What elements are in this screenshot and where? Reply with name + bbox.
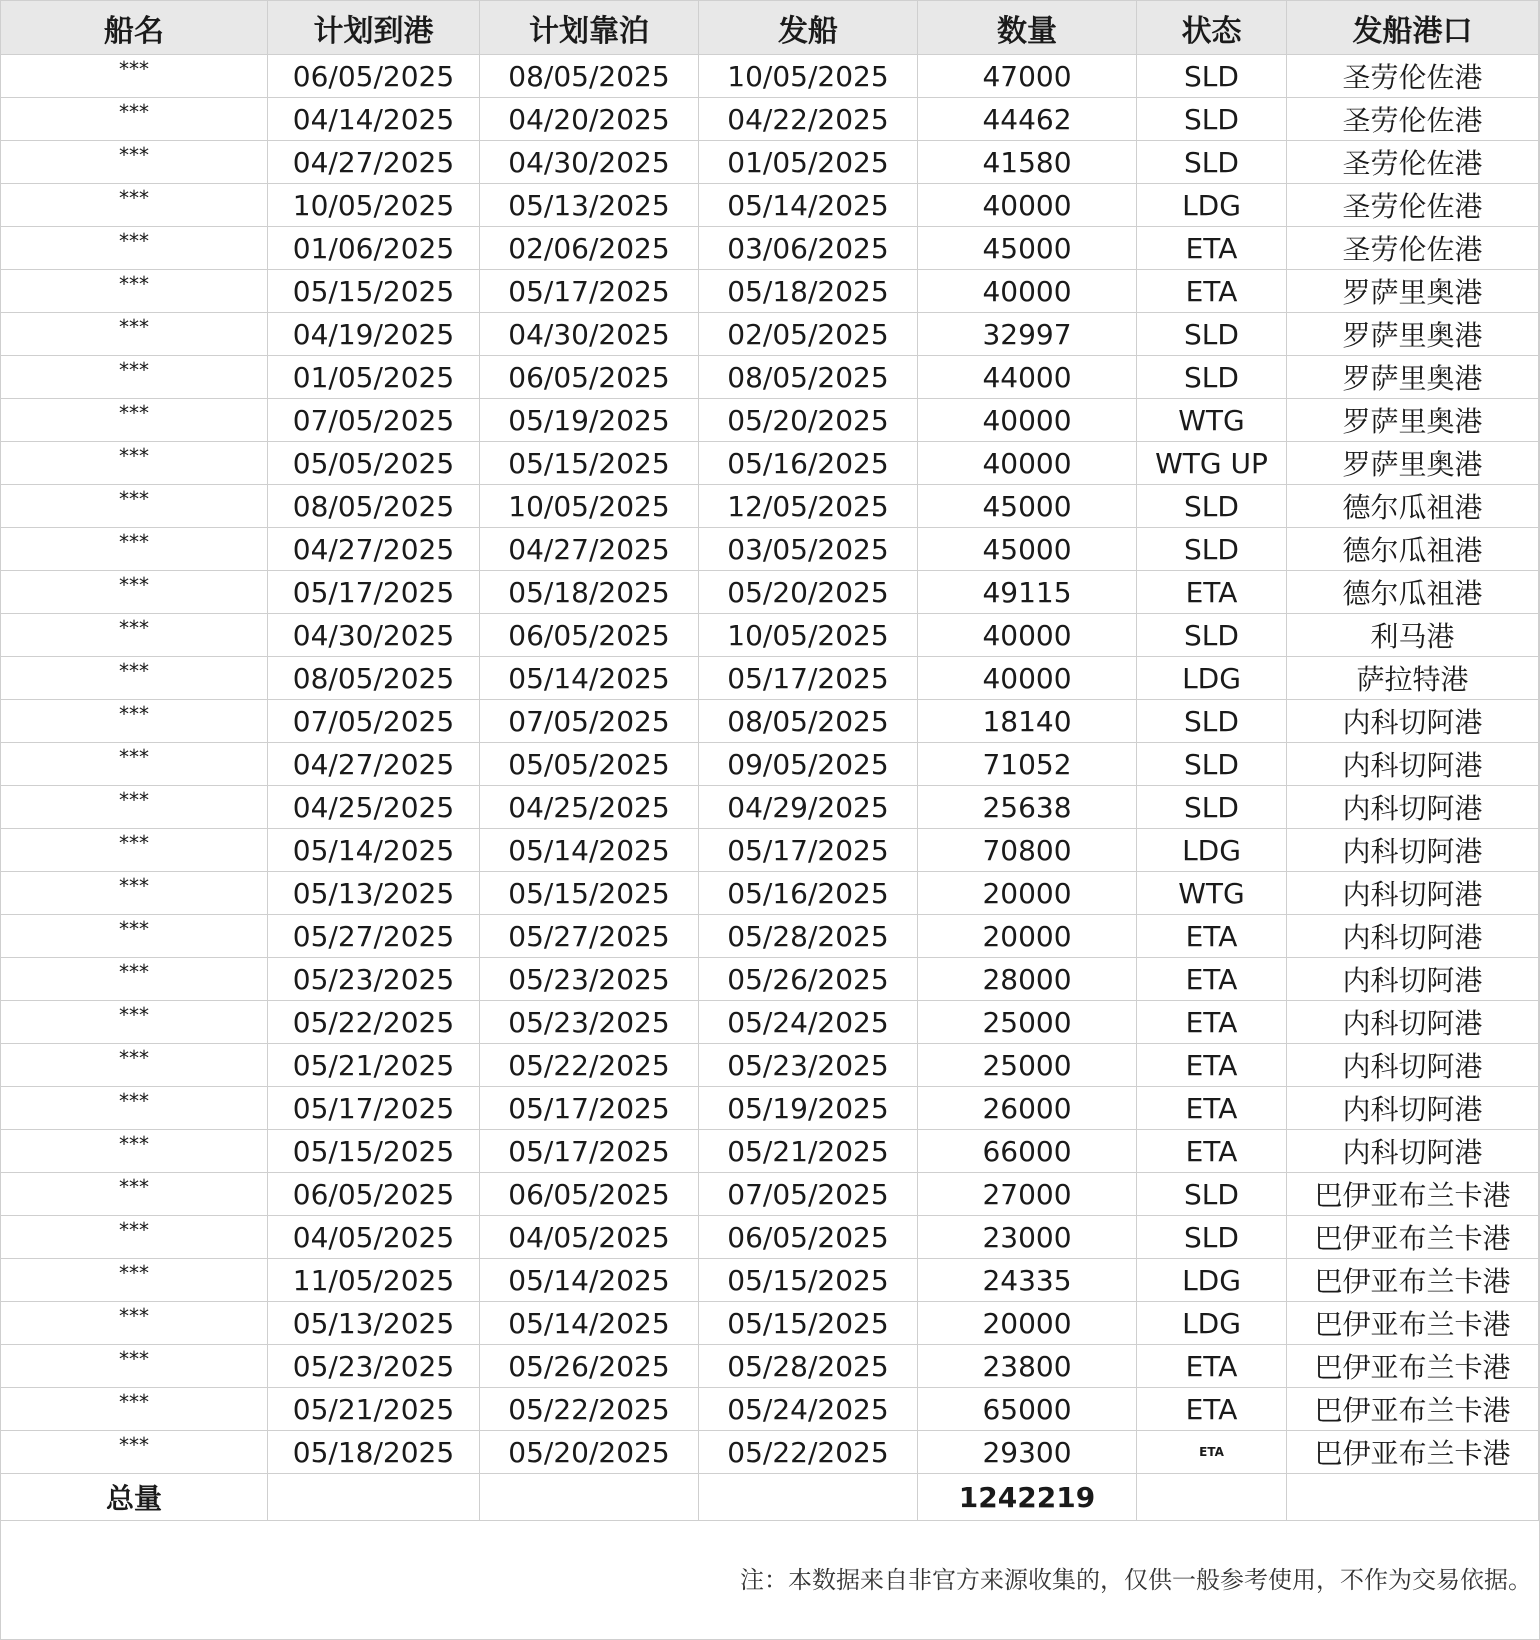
cell-ship: *** [1, 270, 268, 313]
cell-port: 利马港 [1287, 614, 1539, 657]
cell-sail: 05/28/2025 [699, 915, 918, 958]
cell-ship: *** [1, 141, 268, 184]
table-row [1, 1130, 1539, 1173]
total-label: 总量 [1, 1474, 268, 1521]
cell-port: 内科切阿港 [1287, 1130, 1539, 1173]
cell-qty: 23000 [918, 1216, 1137, 1259]
cell-sail: 05/16/2025 [699, 872, 918, 915]
table-row [1, 1431, 1539, 1474]
cell-qty: 40000 [918, 442, 1137, 485]
cell-status: LDG [1137, 657, 1287, 700]
cell-eta: 04/25/2025 [268, 786, 480, 829]
cell-port: 巴伊亚布兰卡港 [1287, 1173, 1539, 1216]
cell-qty: 25000 [918, 1044, 1137, 1087]
cell-qty: 40000 [918, 399, 1137, 442]
cell-port: 圣劳伦佐港 [1287, 98, 1539, 141]
cell-port: 罗萨里奥港 [1287, 270, 1539, 313]
cell-eta: 05/15/2025 [268, 270, 480, 313]
cell-eta: 05/21/2025 [268, 1388, 480, 1431]
cell-berth: 05/17/2025 [480, 1087, 699, 1130]
cell-berth: 05/23/2025 [480, 958, 699, 1001]
cell-port: 巴伊亚布兰卡港 [1287, 1216, 1539, 1259]
cell-qty: 24335 [918, 1259, 1137, 1302]
table-row [1, 356, 1539, 399]
cell-sail: 12/05/2025 [699, 485, 918, 528]
cell-status: SLD [1137, 614, 1287, 657]
cell-port: 巴伊亚布兰卡港 [1287, 1388, 1539, 1431]
table-row [1, 1302, 1539, 1345]
cell-qty: 40000 [918, 614, 1137, 657]
cell-eta: 07/05/2025 [268, 700, 480, 743]
cell-port: 内科切阿港 [1287, 872, 1539, 915]
total-empty [1287, 1474, 1539, 1521]
cell-ship: *** [1, 743, 268, 786]
table-row [1, 1087, 1539, 1130]
cell-status: SLD [1137, 743, 1287, 786]
cell-ship: *** [1, 1087, 268, 1130]
cell-berth: 05/13/2025 [480, 184, 699, 227]
cell-eta: 01/05/2025 [268, 356, 480, 399]
cell-status: ETA [1137, 1001, 1287, 1044]
total-qty: 1242219 [918, 1474, 1137, 1521]
cell-status: SLD [1137, 356, 1287, 399]
cell-qty: 23800 [918, 1345, 1137, 1388]
cell-ship: *** [1, 571, 268, 614]
table-row [1, 141, 1539, 184]
cell-status: ETA [1137, 571, 1287, 614]
table-row [1, 743, 1539, 786]
table-row [1, 657, 1539, 700]
table-row [1, 1345, 1539, 1388]
cell-sail: 02/05/2025 [699, 313, 918, 356]
cell-berth: 04/05/2025 [480, 1216, 699, 1259]
cell-sail: 08/05/2025 [699, 700, 918, 743]
cell-sail: 05/21/2025 [699, 1130, 918, 1173]
cell-sail: 05/19/2025 [699, 1087, 918, 1130]
cell-eta: 06/05/2025 [268, 1173, 480, 1216]
cell-qty: 20000 [918, 872, 1137, 915]
header-port: 发船港口 [1287, 1, 1539, 55]
cell-status: LDG [1137, 829, 1287, 872]
cell-sail: 10/05/2025 [699, 55, 918, 98]
cell-sail: 05/14/2025 [699, 184, 918, 227]
cell-sail: 08/05/2025 [699, 356, 918, 399]
cell-status: SLD [1137, 700, 1287, 743]
cell-status: ETA [1137, 1345, 1287, 1388]
cell-berth: 05/17/2025 [480, 1130, 699, 1173]
cell-berth: 05/14/2025 [480, 1259, 699, 1302]
cell-qty: 25638 [918, 786, 1137, 829]
cell-qty: 27000 [918, 1173, 1137, 1216]
cell-eta: 05/22/2025 [268, 1001, 480, 1044]
cell-ship: *** [1, 1431, 268, 1474]
cell-sail: 05/16/2025 [699, 442, 918, 485]
cell-ship: *** [1, 657, 268, 700]
cell-port: 罗萨里奥港 [1287, 399, 1539, 442]
table-row [1, 1173, 1539, 1216]
cell-ship: *** [1, 485, 268, 528]
cell-ship: *** [1, 1001, 268, 1044]
cell-ship: *** [1, 700, 268, 743]
cell-berth: 05/19/2025 [480, 399, 699, 442]
cell-port: 内科切阿港 [1287, 958, 1539, 1001]
cell-port: 圣劳伦佐港 [1287, 184, 1539, 227]
cell-qty: 45000 [918, 227, 1137, 270]
cell-eta: 04/27/2025 [268, 743, 480, 786]
cell-berth: 02/06/2025 [480, 227, 699, 270]
cell-berth: 05/20/2025 [480, 1431, 699, 1474]
cell-port: 内科切阿港 [1287, 743, 1539, 786]
table-row [1, 614, 1539, 657]
cell-sail: 05/18/2025 [699, 270, 918, 313]
cell-qty: 28000 [918, 958, 1137, 1001]
cell-status: SLD [1137, 1216, 1287, 1259]
cell-eta: 05/13/2025 [268, 1302, 480, 1345]
header-qty: 数量 [918, 1, 1137, 55]
cell-eta: 04/27/2025 [268, 528, 480, 571]
cell-qty: 18140 [918, 700, 1137, 743]
cell-eta: 06/05/2025 [268, 55, 480, 98]
cell-qty: 40000 [918, 657, 1137, 700]
total-empty [480, 1474, 699, 1521]
table-row [1, 1259, 1539, 1302]
cell-status: WTG [1137, 872, 1287, 915]
cell-port: 罗萨里奥港 [1287, 442, 1539, 485]
cell-berth: 05/17/2025 [480, 270, 699, 313]
cell-sail: 05/24/2025 [699, 1001, 918, 1044]
table-row [1, 55, 1539, 98]
cell-eta: 05/14/2025 [268, 829, 480, 872]
cell-qty: 47000 [918, 55, 1137, 98]
cell-eta: 05/23/2025 [268, 1345, 480, 1388]
cell-status: LDG [1137, 184, 1287, 227]
cell-eta: 05/17/2025 [268, 1087, 480, 1130]
table-row [1, 98, 1539, 141]
cell-port: 巴伊亚布兰卡港 [1287, 1345, 1539, 1388]
cell-port: 圣劳伦佐港 [1287, 227, 1539, 270]
cell-port: 德尔瓜祖港 [1287, 571, 1539, 614]
cell-qty: 70800 [918, 829, 1137, 872]
cell-status: WTG UP [1137, 442, 1287, 485]
cell-ship: *** [1, 399, 268, 442]
cell-berth: 04/30/2025 [480, 141, 699, 184]
total-empty [699, 1474, 918, 1521]
cell-eta: 08/05/2025 [268, 657, 480, 700]
cell-ship: *** [1, 1130, 268, 1173]
cell-sail: 05/17/2025 [699, 829, 918, 872]
cell-berth: 06/05/2025 [480, 614, 699, 657]
table-row [1, 1001, 1539, 1044]
cell-berth: 05/14/2025 [480, 657, 699, 700]
table-row [1, 829, 1539, 872]
cell-port: 巴伊亚布兰卡港 [1287, 1302, 1539, 1345]
cell-eta: 05/27/2025 [268, 915, 480, 958]
table-row [1, 485, 1539, 528]
cell-port: 德尔瓜祖港 [1287, 528, 1539, 571]
table-row [1, 786, 1539, 829]
cell-sail: 05/28/2025 [699, 1345, 918, 1388]
cell-qty: 49115 [918, 571, 1137, 614]
cell-eta: 05/05/2025 [268, 442, 480, 485]
cell-sail: 04/22/2025 [699, 98, 918, 141]
cell-status: SLD [1137, 786, 1287, 829]
cell-sail: 05/22/2025 [699, 1431, 918, 1474]
cell-berth: 05/26/2025 [480, 1345, 699, 1388]
cell-berth: 06/05/2025 [480, 356, 699, 399]
cell-status: ETA [1137, 1044, 1287, 1087]
cell-port: 圣劳伦佐港 [1287, 55, 1539, 98]
cell-berth: 05/23/2025 [480, 1001, 699, 1044]
cell-ship: *** [1, 872, 268, 915]
cell-port: 内科切阿港 [1287, 829, 1539, 872]
cell-ship: *** [1, 1259, 268, 1302]
cell-sail: 07/05/2025 [699, 1173, 918, 1216]
cell-status: LDG [1137, 1259, 1287, 1302]
cell-berth: 05/14/2025 [480, 1302, 699, 1345]
cell-eta: 04/27/2025 [268, 141, 480, 184]
cell-sail: 05/20/2025 [699, 571, 918, 614]
cell-ship: *** [1, 786, 268, 829]
cell-berth: 10/05/2025 [480, 485, 699, 528]
cell-status: SLD [1137, 98, 1287, 141]
cell-qty: 32997 [918, 313, 1137, 356]
table-row [1, 399, 1539, 442]
cell-berth: 08/05/2025 [480, 55, 699, 98]
cell-berth: 05/18/2025 [480, 571, 699, 614]
cell-ship: *** [1, 442, 268, 485]
cell-port: 萨拉特港 [1287, 657, 1539, 700]
cell-status: LDG [1137, 1302, 1287, 1345]
cell-eta: 04/14/2025 [268, 98, 480, 141]
cell-qty: 29300 [918, 1431, 1137, 1474]
header-sail: 发船 [699, 1, 918, 55]
cell-eta: 04/05/2025 [268, 1216, 480, 1259]
cell-sail: 05/20/2025 [699, 399, 918, 442]
cell-ship: *** [1, 184, 268, 227]
cell-sail: 06/05/2025 [699, 1216, 918, 1259]
table-row [1, 1216, 1539, 1259]
cell-eta: 05/21/2025 [268, 1044, 480, 1087]
cell-eta: 07/05/2025 [268, 399, 480, 442]
cell-status: SLD [1137, 528, 1287, 571]
cell-qty: 20000 [918, 1302, 1137, 1345]
cell-ship: *** [1, 614, 268, 657]
cell-port: 内科切阿港 [1287, 1087, 1539, 1130]
cell-sail: 01/05/2025 [699, 141, 918, 184]
cell-berth: 05/22/2025 [480, 1044, 699, 1087]
cell-ship: *** [1, 1345, 268, 1388]
cell-sail: 04/29/2025 [699, 786, 918, 829]
cell-sail: 05/15/2025 [699, 1302, 918, 1345]
header-ship: 船名 [1, 1, 268, 55]
total-row [1, 1474, 1539, 1521]
cell-port: 圣劳伦佐港 [1287, 141, 1539, 184]
cell-qty: 40000 [918, 270, 1137, 313]
header-row [1, 1, 1539, 55]
cell-qty: 40000 [918, 184, 1137, 227]
cell-eta: 05/23/2025 [268, 958, 480, 1001]
cell-sail: 05/17/2025 [699, 657, 918, 700]
table-row [1, 227, 1539, 270]
cell-ship: *** [1, 55, 268, 98]
cell-ship: *** [1, 1216, 268, 1259]
cell-port: 内科切阿港 [1287, 786, 1539, 829]
table-row [1, 1044, 1539, 1087]
cell-port: 德尔瓜祖港 [1287, 485, 1539, 528]
cell-port: 内科切阿港 [1287, 1044, 1539, 1087]
cell-ship: *** [1, 98, 268, 141]
cell-sail: 05/26/2025 [699, 958, 918, 1001]
cell-berth: 05/15/2025 [480, 442, 699, 485]
cell-berth: 05/27/2025 [480, 915, 699, 958]
cell-qty: 45000 [918, 528, 1137, 571]
cell-status: ETA [1137, 915, 1287, 958]
table-row [1, 442, 1539, 485]
table-row [1, 313, 1539, 356]
cell-qty: 65000 [918, 1388, 1137, 1431]
cell-eta: 05/18/2025 [268, 1431, 480, 1474]
table-row [1, 958, 1539, 1001]
header-berth: 计划靠泊 [480, 1, 699, 55]
cell-ship: *** [1, 915, 268, 958]
cell-port: 巴伊亚布兰卡港 [1287, 1431, 1539, 1474]
cell-qty: 41580 [918, 141, 1137, 184]
cell-status: SLD [1137, 485, 1287, 528]
cell-eta: 04/30/2025 [268, 614, 480, 657]
cell-eta: 05/13/2025 [268, 872, 480, 915]
cell-port: 罗萨里奥港 [1287, 313, 1539, 356]
cell-eta: 01/06/2025 [268, 227, 480, 270]
cell-port: 罗萨里奥港 [1287, 356, 1539, 399]
cell-port: 巴伊亚布兰卡港 [1287, 1259, 1539, 1302]
cell-berth: 05/15/2025 [480, 872, 699, 915]
cell-berth: 04/25/2025 [480, 786, 699, 829]
cell-sail: 05/24/2025 [699, 1388, 918, 1431]
cell-berth: 05/14/2025 [480, 829, 699, 872]
cell-qty: 66000 [918, 1130, 1137, 1173]
cell-status: SLD [1137, 1173, 1287, 1216]
cell-status: SLD [1137, 141, 1287, 184]
cell-qty: 44462 [918, 98, 1137, 141]
table-row [1, 915, 1539, 958]
table-row [1, 270, 1539, 313]
cell-qty: 25000 [918, 1001, 1137, 1044]
cell-status: ETA [1137, 1130, 1287, 1173]
disclaimer-note: 注：本数据来自非官方来源收集的，仅供一般参考使用，不作为交易依据。 [740, 1566, 1532, 1594]
cell-status: ETA [1137, 270, 1287, 313]
cell-ship: *** [1, 1044, 268, 1087]
table-row [1, 528, 1539, 571]
cell-sail: 03/06/2025 [699, 227, 918, 270]
cell-status: ETA [1137, 227, 1287, 270]
cell-eta: 08/05/2025 [268, 485, 480, 528]
cell-ship: *** [1, 829, 268, 872]
cell-eta: 10/05/2025 [268, 184, 480, 227]
cell-sail: 05/23/2025 [699, 1044, 918, 1087]
cell-ship: *** [1, 528, 268, 571]
cell-status: ETA [1137, 958, 1287, 1001]
cell-eta: 05/17/2025 [268, 571, 480, 614]
table-row [1, 184, 1539, 227]
cell-status: SLD [1137, 55, 1287, 98]
cell-sail: 03/05/2025 [699, 528, 918, 571]
table-row [1, 571, 1539, 614]
header-status: 状态 [1137, 1, 1287, 55]
cell-status: SLD [1137, 313, 1287, 356]
cell-ship: *** [1, 958, 268, 1001]
cell-berth: 05/22/2025 [480, 1388, 699, 1431]
cell-status: ETA [1137, 1431, 1287, 1474]
cell-berth: 06/05/2025 [480, 1173, 699, 1216]
cell-ship: *** [1, 1173, 268, 1216]
total-empty [268, 1474, 480, 1521]
cell-ship: *** [1, 356, 268, 399]
cell-qty: 45000 [918, 485, 1137, 528]
cell-eta: 05/15/2025 [268, 1130, 480, 1173]
cell-status: ETA [1137, 1388, 1287, 1431]
cell-berth: 04/27/2025 [480, 528, 699, 571]
cell-ship: *** [1, 227, 268, 270]
table-row [1, 1388, 1539, 1431]
cell-sail: 05/15/2025 [699, 1259, 918, 1302]
cell-qty: 71052 [918, 743, 1137, 786]
cell-port: 内科切阿港 [1287, 1001, 1539, 1044]
cell-berth: 04/20/2025 [480, 98, 699, 141]
cell-sail: 09/05/2025 [699, 743, 918, 786]
cell-port: 内科切阿港 [1287, 700, 1539, 743]
cell-eta: 11/05/2025 [268, 1259, 480, 1302]
cell-port: 内科切阿港 [1287, 915, 1539, 958]
cell-qty: 26000 [918, 1087, 1137, 1130]
cell-ship: *** [1, 313, 268, 356]
cell-ship: *** [1, 1302, 268, 1345]
cell-berth: 07/05/2025 [480, 700, 699, 743]
cell-eta: 04/19/2025 [268, 313, 480, 356]
cell-sail: 10/05/2025 [699, 614, 918, 657]
cell-status: WTG [1137, 399, 1287, 442]
table-row [1, 700, 1539, 743]
table-row [1, 872, 1539, 915]
cell-qty: 44000 [918, 356, 1137, 399]
cell-ship: *** [1, 1388, 268, 1431]
cell-berth: 05/05/2025 [480, 743, 699, 786]
cell-berth: 04/30/2025 [480, 313, 699, 356]
header-eta: 计划到港 [268, 1, 480, 55]
total-empty [1137, 1474, 1287, 1521]
cell-qty: 20000 [918, 915, 1137, 958]
cell-status: ETA [1137, 1087, 1287, 1130]
